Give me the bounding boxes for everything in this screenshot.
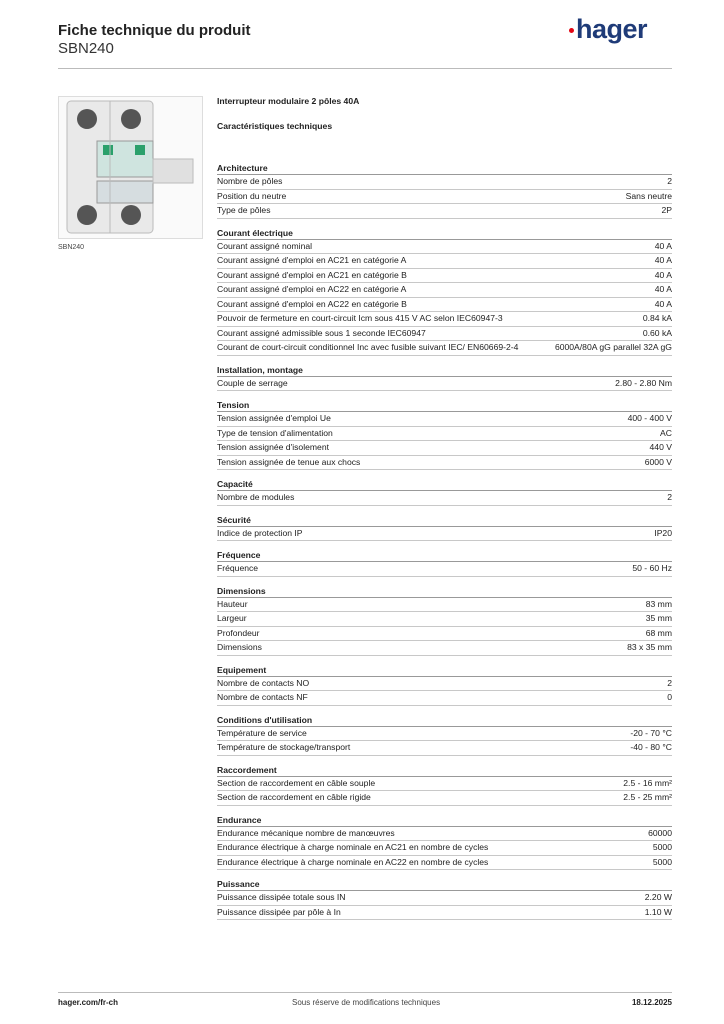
spec-value: 0 — [667, 692, 672, 702]
spec-label: Dimensions — [217, 642, 262, 652]
footer-disclaimer: Sous réserve de modifications techniques — [292, 998, 441, 1007]
spec-value: 0.84 kA — [642, 313, 672, 323]
hager-logo — [569, 14, 647, 45]
spec-label: Tension assignée d'isolement — [217, 442, 329, 452]
spec-value: IP20 — [654, 527, 672, 538]
spec-label: Courant assigné admissible sous 1 seconde IEC60947 — [217, 327, 426, 338]
spec-row — [217, 269, 672, 284]
spec-label: Position du neutre — [217, 190, 287, 201]
image-caption: SBN240 — [58, 244, 85, 251]
spec-label: Courant assigné d'emploi en AC21 en catégorie B — [217, 269, 407, 280]
spec-row — [217, 427, 672, 442]
spec-label: Endurance électrique à charge nominale en AC21 en nombre de cycles — [217, 842, 489, 852]
footer-divider — [58, 992, 672, 993]
spec-section-title: Tension — [217, 397, 672, 412]
spec-value: 40 A — [654, 284, 672, 294]
spec-label: Nombre de modules — [217, 492, 295, 502]
spec-label: Puissance dissipée par pôle à In — [217, 906, 341, 917]
spec-label: Profondeur — [217, 627, 260, 638]
spec-row — [217, 562, 672, 577]
spec-value: 400 - 400 V — [627, 413, 672, 423]
spec-section — [217, 476, 672, 506]
spec-section-title: Puissance — [217, 876, 672, 891]
spec-row — [217, 527, 672, 542]
spec-section — [217, 397, 672, 470]
spec-label: Endurance électrique à charge nominale en AC22 en nombre de cycles — [217, 856, 489, 867]
header-divider — [58, 68, 672, 69]
spec-value: 83 x 35 mm — [627, 642, 672, 652]
spec-row — [217, 327, 672, 342]
spec-row — [217, 598, 672, 613]
spec-row — [217, 254, 672, 269]
spec-value: 2.5 - 25 mm² — [623, 792, 672, 802]
spec-section — [217, 512, 672, 542]
spec-section — [217, 362, 672, 392]
spec-section — [217, 876, 672, 920]
spec-value: 50 - 60 Hz — [632, 563, 672, 573]
spec-row — [217, 791, 672, 806]
spec-row — [217, 412, 672, 427]
spec-row — [217, 456, 672, 471]
spec-row — [217, 298, 672, 313]
spec-label: Température de stockage/transport — [217, 742, 351, 752]
spec-label: Section de raccordement en câble rigide — [217, 792, 371, 802]
spec-value: 2 — [667, 176, 672, 186]
spec-row — [217, 727, 672, 742]
spec-row — [217, 691, 672, 706]
spec-section-title: Capacité — [217, 476, 672, 491]
spec-section — [217, 712, 672, 756]
spec-value: 60000 — [648, 827, 672, 838]
spec-label: Type de tension d'alimentation — [217, 427, 333, 438]
spec-row — [217, 677, 672, 692]
spec-label: Type de pôles — [217, 205, 271, 215]
spec-label: Tension assignée d'emploi Ue — [217, 413, 331, 423]
spec-label: Pouvoir de fermeture en court-circuit Icm sous 415 V AC selon IEC60947-3 — [217, 313, 503, 323]
spec-label: Largeur — [217, 613, 247, 623]
spec-value: 5000 — [652, 856, 672, 867]
spec-label: Couple de serrage — [217, 377, 288, 388]
spec-value: 40 A — [654, 269, 672, 280]
spec-label: Courant de court-circuit conditionnel Inc avec fusible suivant IEC/ EN60669-2-4 — [217, 342, 519, 352]
spec-row — [217, 175, 672, 190]
spec-section-title: Installation, montage — [217, 362, 672, 377]
spec-label: Indice de protection IP — [217, 527, 303, 538]
spec-row — [217, 856, 672, 871]
spec-sections — [217, 160, 672, 920]
spec-label: Puissance dissipée totale sous IN — [217, 892, 346, 902]
spec-section-title: Courant électrique — [217, 225, 672, 240]
product-image — [58, 96, 203, 239]
spec-label: Courant assigné d'emploi en AC21 en catégorie A — [217, 255, 407, 265]
spec-row — [217, 240, 672, 255]
spec-label: Hauteur — [217, 598, 248, 609]
spec-row — [217, 190, 672, 205]
spec-row — [217, 491, 672, 506]
product-title: Interrupteur modulaire 2 pôles 40A — [217, 96, 360, 106]
spec-label: Température de service — [217, 727, 307, 738]
spec-row — [217, 906, 672, 921]
spec-value: 40 A — [654, 298, 672, 309]
spec-value: 2 — [667, 492, 672, 502]
spec-label: Courant assigné d'emploi en AC22 en catégorie B — [217, 298, 407, 309]
spec-row — [217, 312, 672, 327]
spec-value: 2 — [667, 677, 672, 688]
spec-label: Tension assignée de tenue aux chocs — [217, 456, 361, 467]
spec-section-title: Sécurité — [217, 512, 672, 527]
spec-section — [217, 160, 672, 219]
spec-section-title: Conditions d'utilisation — [217, 712, 672, 727]
spec-section-title: Fréquence — [217, 547, 672, 562]
spec-section — [217, 812, 672, 871]
spec-value: 2.80 - 2.80 Nm — [615, 377, 672, 388]
spec-section — [217, 225, 672, 356]
spec-label: Fréquence — [217, 563, 259, 573]
spec-row — [217, 641, 672, 656]
spec-label: Section de raccordement en câble souple — [217, 777, 376, 788]
spec-row — [217, 283, 672, 298]
spec-value: 6000 V — [644, 456, 672, 467]
section-heading: Caractéristiques techniques — [217, 121, 333, 131]
logo-dot-icon — [569, 28, 574, 33]
spec-section-title: Architecture — [217, 160, 672, 175]
spec-section — [217, 662, 672, 706]
spec-value: 83 mm — [645, 598, 672, 609]
spec-row — [217, 204, 672, 219]
product-code: SBN240 — [58, 40, 114, 57]
spec-label: Nombre de contacts NO — [217, 677, 310, 688]
spec-value: 68 mm — [645, 627, 672, 638]
spec-sheet — [217, 90, 672, 920]
spec-value: -40 - 80 °C — [630, 742, 672, 752]
spec-value: -20 - 70 °C — [630, 727, 672, 738]
spec-value: AC — [660, 427, 672, 438]
logo-text: hager — [576, 14, 648, 44]
spec-row — [217, 777, 672, 792]
spec-value: 40 A — [654, 255, 672, 265]
spec-section-title: Raccordement — [217, 762, 672, 777]
spec-label: Nombre de pôles — [217, 176, 283, 186]
spec-section-title: Dimensions — [217, 583, 672, 598]
spec-section — [217, 547, 672, 577]
spec-row — [217, 377, 672, 392]
spec-section — [217, 762, 672, 806]
spec-row — [217, 891, 672, 906]
footer-website[interactable]: hager.com/fr-ch — [58, 998, 119, 1007]
spec-label: Courant assigné d'emploi en AC22 en catégorie A — [217, 284, 407, 294]
spec-row — [217, 627, 672, 642]
spec-value: 40 A — [654, 240, 672, 251]
spec-row — [217, 827, 672, 842]
footer-date: 18.12.2025 — [631, 998, 672, 1007]
spec-section-title: Equipement — [217, 662, 672, 677]
spec-label: Nombre de contacts NF — [217, 692, 308, 702]
spec-value: 0.60 kA — [642, 327, 672, 338]
document-title: Fiche technique du produit — [58, 22, 251, 39]
spec-row — [217, 612, 672, 627]
spec-row — [217, 841, 672, 856]
spec-label: Courant assigné nominal — [217, 240, 313, 251]
spec-value: 35 mm — [645, 613, 672, 623]
spec-value: 1.10 W — [644, 906, 672, 917]
spec-row — [217, 441, 672, 456]
spec-row — [217, 741, 672, 756]
spec-label: Endurance mécanique nombre de manœuvres — [217, 827, 395, 838]
spec-row — [217, 341, 672, 356]
spec-value: 6000A/80A gG parallel 32A gG — [554, 342, 672, 352]
spec-value: 2P — [661, 205, 672, 215]
spec-value: 440 V — [649, 442, 672, 452]
spec-value: 2.20 W — [644, 892, 672, 902]
spec-value: 5000 — [652, 842, 672, 852]
spec-value: 2.5 - 16 mm² — [623, 777, 672, 788]
spec-section — [217, 583, 672, 656]
spec-value: Sans neutre — [625, 190, 672, 201]
spec-section-title: Endurance — [217, 812, 672, 827]
